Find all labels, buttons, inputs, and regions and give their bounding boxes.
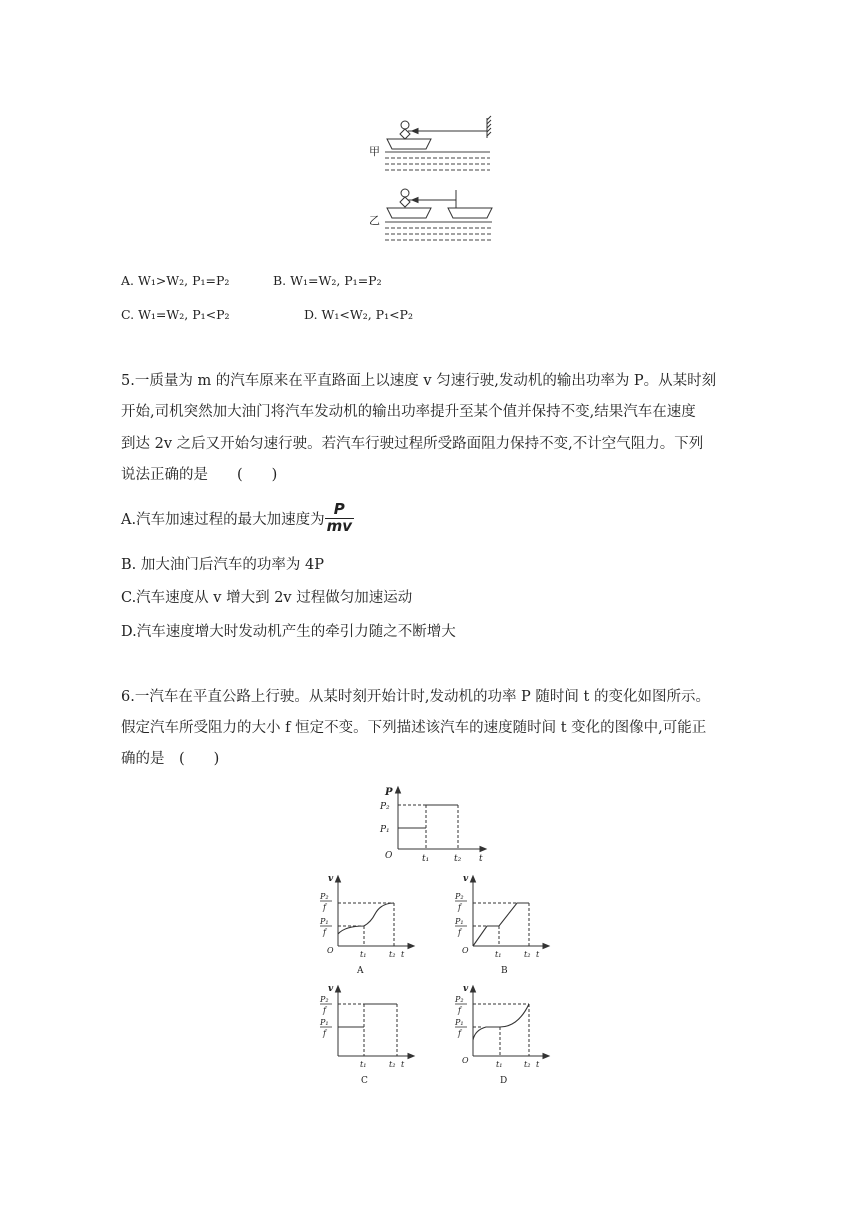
t-axis-label: t bbox=[536, 1060, 540, 1069]
p2-label: P₂ bbox=[380, 802, 390, 812]
option-d-curve bbox=[473, 1004, 529, 1040]
q4-option-a: A. W₁>W₂, P₁=P₂ bbox=[121, 273, 230, 288]
figure-label-jia: 甲 bbox=[369, 145, 380, 158]
t1-label: t₁ bbox=[422, 854, 430, 864]
q4-option-d: D. W₁<W₂, P₁<P₂ bbox=[304, 307, 413, 322]
p2-over-f-numerator: P₂ bbox=[320, 995, 329, 1004]
q5-stem-line1: 5.一质量为 m 的汽车原来在平直路面上以速度 v 匀速行驶,发动机的输出功率为 P。从某时刻 bbox=[121, 373, 717, 389]
p1-over-f-numerator: P₁ bbox=[455, 1018, 464, 1027]
q5-option-d: D.汽车速度增大时发动机产生的牵引力随之不断增大 bbox=[121, 624, 456, 640]
p2-over-f-denominator: f bbox=[458, 1006, 461, 1015]
p2-over-f-numerator: P₂ bbox=[455, 995, 464, 1004]
q4-option-b: B. W₁=W₂, P₁=P₂ bbox=[273, 273, 382, 288]
graph-caption-b: B bbox=[501, 966, 508, 976]
option-b-curve bbox=[473, 903, 529, 946]
fraction-denominator: mv bbox=[326, 516, 353, 535]
v-axis-label: v bbox=[328, 874, 334, 884]
q6-stem-line3: 确的是 ( ) bbox=[121, 751, 220, 767]
option-b-vt-graph bbox=[450, 870, 555, 978]
p2-over-f-numerator: P₂ bbox=[455, 892, 464, 901]
graph-caption-d: D bbox=[500, 1076, 508, 1086]
q5-option-b: B. 加大油门后汽车的功率为 4P bbox=[121, 557, 324, 573]
t1-label: t₁ bbox=[360, 950, 367, 959]
t-axis-label: t bbox=[401, 950, 405, 959]
p1-over-f-denominator: f bbox=[458, 1029, 461, 1038]
q6-stem-line2: 假定汽车所受阻力的大小 f 恒定不变。下列描述该汽车的速度随时间 t 变化的图像中,可能正 bbox=[121, 720, 707, 736]
q5-stem-line3: 到达 2v 之后又开始匀速行驶。若汽车行驶过程所受路面阻力保持不变,不计空气阻力。下列 bbox=[121, 436, 704, 452]
figure-label-yi: 乙 bbox=[369, 214, 380, 227]
t1-label: t₁ bbox=[360, 1060, 367, 1069]
q5-stem-line2: 开始,司机突然加大油门将汽车发动机的输出功率提升至某个值并保持不变,结果汽车在速度 bbox=[121, 404, 696, 420]
p-axis-label: P bbox=[385, 787, 393, 798]
boat-yi bbox=[387, 189, 492, 218]
q4-option-c: C. W₁=W₂, P₁<P₂ bbox=[121, 307, 230, 322]
graph-caption-c: C bbox=[361, 1076, 368, 1086]
t-axis-label: t bbox=[536, 950, 540, 959]
power-time-graph bbox=[378, 785, 498, 867]
t-axis-label: t bbox=[401, 1060, 405, 1069]
q5-option-a bbox=[121, 502, 354, 535]
boat-jia bbox=[387, 116, 491, 149]
p1-label: P₁ bbox=[380, 825, 390, 835]
p1-over-f-denominator: f bbox=[323, 1029, 326, 1038]
v-axis-label: v bbox=[328, 984, 334, 994]
fraction-p-over-mv bbox=[325, 502, 354, 535]
water-yi bbox=[385, 222, 492, 240]
t-axis-label: t bbox=[479, 854, 483, 864]
option-a-curve bbox=[338, 903, 394, 934]
option-c-curve bbox=[338, 1004, 397, 1027]
t2-label: t₂ bbox=[389, 1060, 396, 1069]
t2-label: t₂ bbox=[524, 950, 531, 959]
v-axis-label: v bbox=[463, 874, 469, 884]
q6-stem-line1: 6.一汽车在平直公路上行驶。从某时刻开始计时,发动机的功率 P 随时间 t 的变化如图所示。 bbox=[121, 689, 710, 705]
option-c-vt-graph bbox=[315, 980, 420, 1088]
water-jia bbox=[385, 152, 490, 170]
q5-option-a-text: A.汽车加速过程的最大加速度为 bbox=[121, 511, 325, 528]
t2-label: t₂ bbox=[524, 1060, 531, 1069]
p2-over-f-denominator: f bbox=[458, 903, 461, 912]
p1-over-f-numerator: P₁ bbox=[320, 1018, 329, 1027]
p1-over-f-denominator: f bbox=[323, 928, 326, 937]
boats-figure bbox=[360, 112, 510, 247]
p2-over-f-denominator: f bbox=[323, 903, 326, 912]
graph-caption-a: A bbox=[357, 966, 364, 976]
t2-label: t₂ bbox=[454, 854, 462, 864]
origin-label: O bbox=[385, 851, 393, 861]
origin-label: O bbox=[462, 1056, 469, 1065]
origin-label: O bbox=[327, 946, 334, 955]
option-a-vt-graph bbox=[315, 870, 420, 978]
p1-over-f-numerator: P₁ bbox=[455, 917, 464, 926]
option-d-vt-graph bbox=[450, 980, 555, 1088]
v-axis-label: v bbox=[463, 984, 469, 994]
origin-label: O bbox=[462, 946, 469, 955]
t1-label: t₁ bbox=[496, 1060, 503, 1069]
q5-stem-line4: 说法正确的是 ( ) bbox=[121, 467, 278, 483]
q5-option-c: C.汽车速度从 v 增大到 2v 过程做匀加速运动 bbox=[121, 590, 413, 606]
p1-over-f-numerator: P₁ bbox=[320, 917, 329, 926]
p1-over-f-denominator: f bbox=[458, 928, 461, 937]
fraction-numerator: P bbox=[325, 502, 354, 519]
p2-over-f-denominator: f bbox=[323, 1006, 326, 1015]
p2-over-f-numerator: P₂ bbox=[320, 892, 329, 901]
t1-label: t₁ bbox=[495, 950, 502, 959]
t2-label: t₂ bbox=[389, 950, 396, 959]
